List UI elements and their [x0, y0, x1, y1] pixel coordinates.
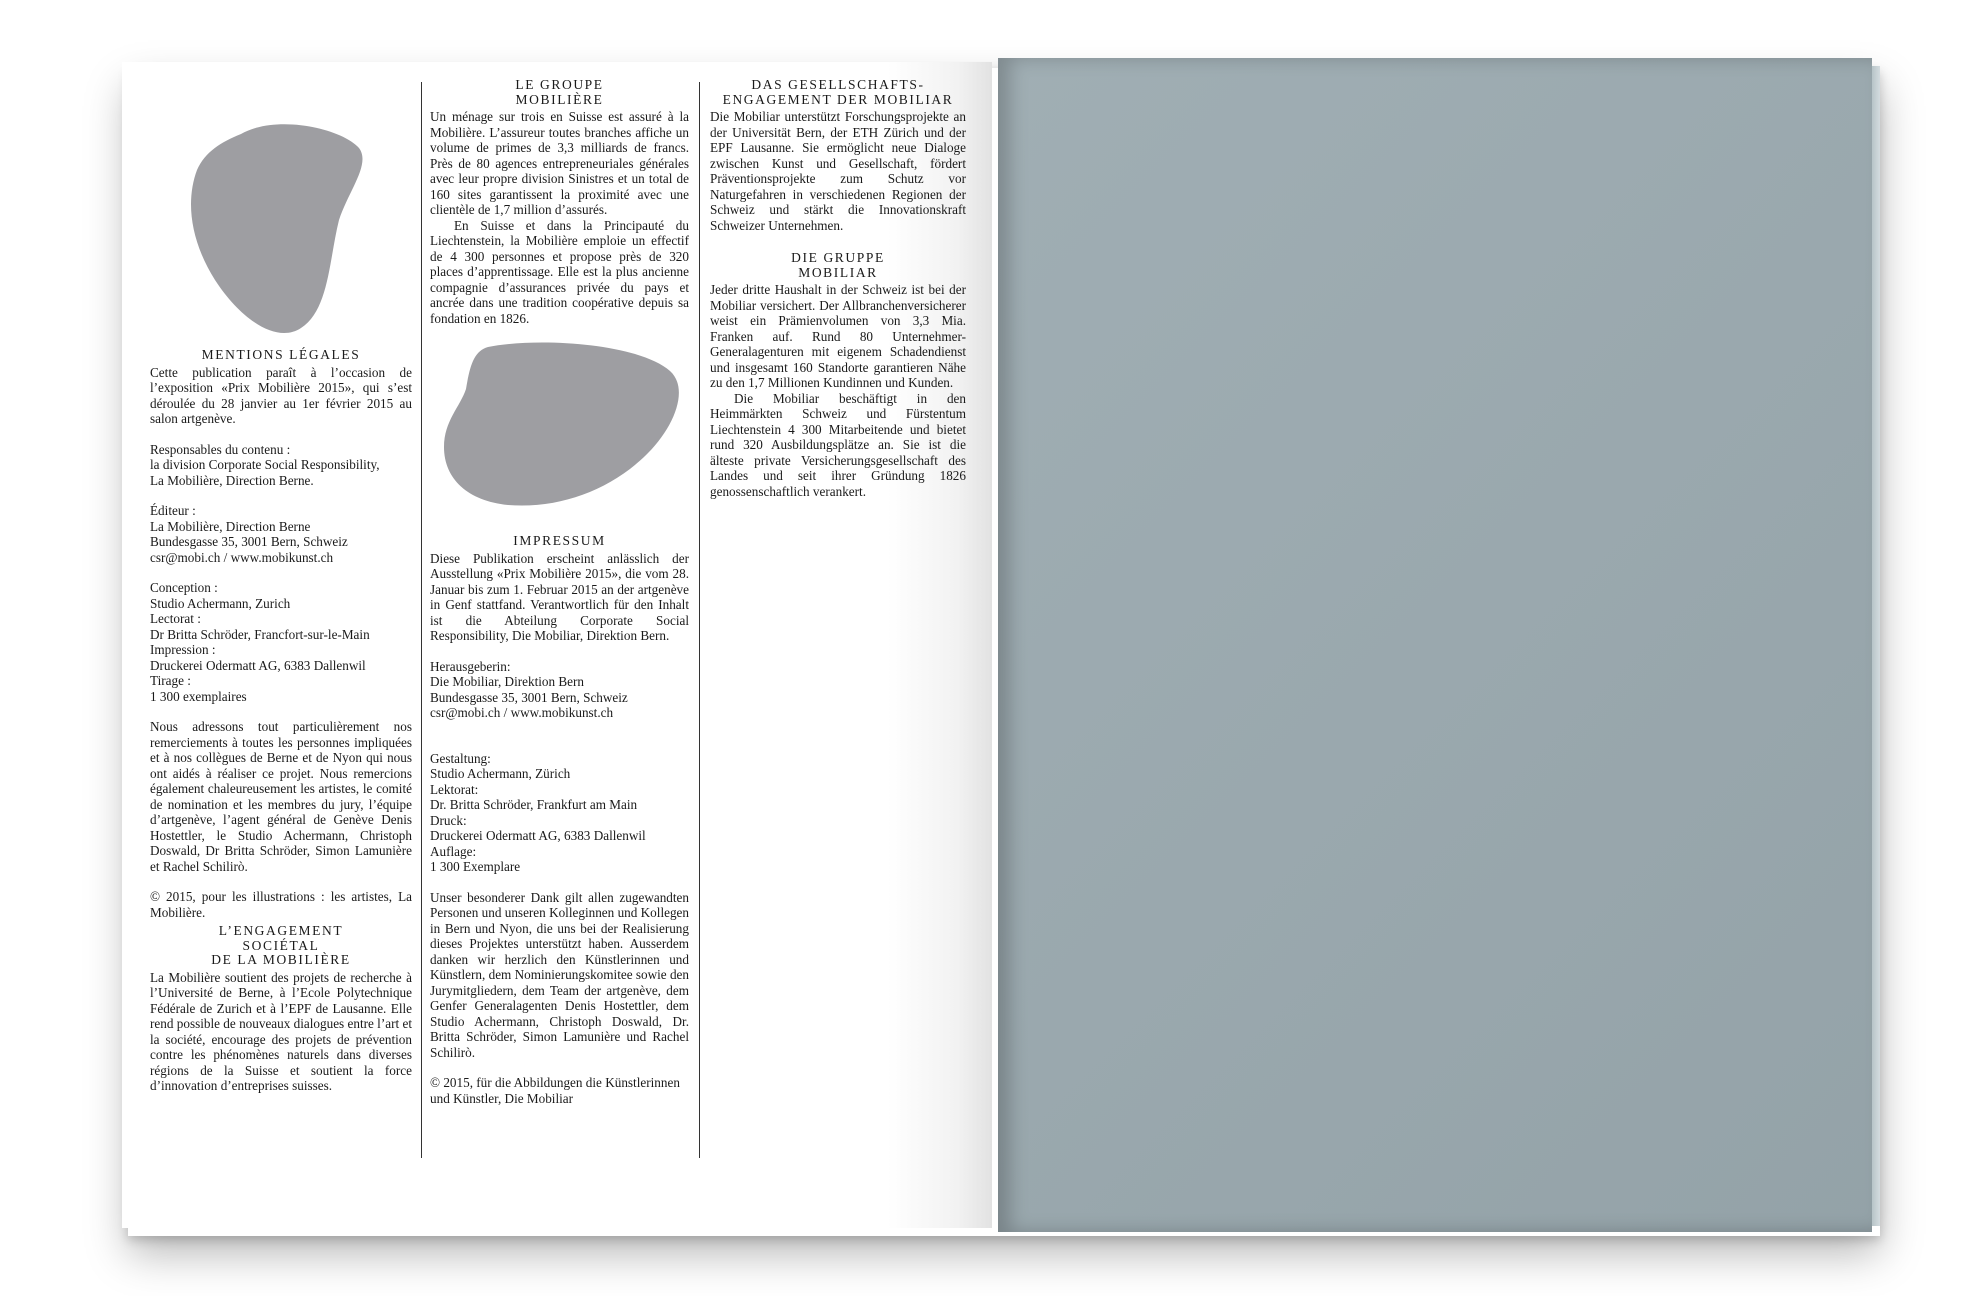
impressum-paragraph: Diese Publikation erscheint anlässlich der Ausstellung «Prix Mobilière 2015», die vom 28. Januar bis zum 1. Februar 2015 an der artgenève in Genf stattfand. Verantwortlich für den Inhalt ist die Abteilung Corporate Social Responsibility, Die Mobiliar, Direktion Bern. [430, 550, 689, 643]
text-line: Bundesgasse 35, 3001 Bern, Schweiz [430, 689, 628, 705]
legal-intro: Cette publication paraît à l’occasion de l’exposition «Prix Mobilière 2015», qui s’est déroulée du 28 janvier au 1er février 2015 au salon artgenève. [150, 364, 412, 426]
heading-line: DIE GRUPPE [791, 250, 885, 265]
blob-shape-1-wrap [150, 78, 412, 348]
gruppe-paragraph-1: Jeder dritte Haushalt in der Schweiz ist bei der Mobiliar versichert. Der Allbranchenversicherer weist ein Prämienvolumen von 3,3 Mia. Franken auf. Rund 80 Unternehmer-Generalagenturen mit eigenem Schadendienst und insgesamt 160 Standorte garantieren Nähe zu den 1,7 Millionen Kundinnen und Kunden. [710, 282, 966, 390]
heading-line: L’ENGAGEMENT [218, 923, 344, 938]
legal-heading: MENTIONS LÉGALES [201, 347, 361, 362]
text-line: Lectorat : [150, 611, 201, 626]
heading-line: DE LA MOBILIÈRE [211, 952, 351, 967]
text-line: Bundesgasse 35, 3001 Bern, Schweiz [150, 534, 348, 549]
editor-block [150, 503, 412, 565]
text-line: la division Corporate Social Responsibility, [150, 457, 380, 472]
publisher-block [430, 659, 689, 721]
copyright-note: © 2015, pour les illustrations : les artistes, La Mobilière. [150, 889, 412, 920]
text-line: Dr Britta Schröder, Francfort-sur-le-Main [150, 626, 370, 642]
text-line: 1 300 Exemplare [430, 859, 521, 874]
heading-line: SOCIÉTAL [242, 937, 320, 953]
text-line: csr@mobi.ch / www.mobikunst.ch [150, 549, 334, 565]
thanks-paragraph: Unser besonderer Dank gilt allen zugewandten Personen und unseren Kolleginnen und Kollegen in Bern und Nyon, die uns bei der Realisierung dieses Projektes unterstützt haben. Ausserdem danken wir herzlich den Künstlerinnen und Künstlern, dem Nominierungskomitee sowie den Jurymitgliedern, dem Team der artgenève, dem Genfer Generalagenten Denis Hostettler, dem Studio Achermann, Christoph Doswald, Dr. Britta Schröder, Simon Lamunière und Rachel Schilirò. [430, 889, 689, 1060]
text-line: Dr. Britta Schröder, Frankfurt am Main [430, 797, 638, 812]
grey-blob-shape [181, 120, 381, 340]
text-line: Herausgeberin: [430, 658, 511, 674]
heading-line: MOBILIAR [798, 264, 878, 280]
text-line: Auflage: [430, 843, 477, 859]
column-rule [699, 82, 700, 1158]
groupe-heading [430, 78, 689, 107]
groupe-paragraph-1: Un ménage sur trois en Suisse est assuré à la Mobilière. L’assureur toutes branches affiche un volume de primes de 3,3 milliards de francs. Près de 80 agences entrepreneuriales générales avec leur propre division Sinistres et un total de 160 sites garantissent la proximité avec une clientèle de 1,7 million d’assurés. [430, 109, 689, 217]
text-line: Lektorat: [430, 781, 479, 797]
heading-line: LE GROUPE [515, 77, 604, 92]
engagement-heading-de [710, 78, 966, 107]
impressum-heading: IMPRESSUM [513, 533, 606, 548]
heading-line: MOBILIÈRE [515, 91, 604, 107]
text-line: Studio Achermann, Zurich [150, 595, 291, 611]
text-line: Studio Achermann, Zürich [430, 766, 571, 781]
text-line: Tirage : [150, 673, 191, 688]
text-line: Druckerei Odermatt AG, 6383 Dallenwil [150, 657, 366, 673]
column-groupe-impressum [430, 78, 689, 1106]
right-page-cover [998, 58, 1872, 1232]
page-edge [1872, 66, 1880, 1226]
engagement-paragraph: La Mobilière soutient des projets de recherche à l’Université de Berne, à l’Ecole Polytechnique Fédérale de Zurich et à l’EPF de Lausanne. Elle rend possible de nouveaux dialogues entre l’art et la société, encourage des projets de prévention contre les phénomènes naturels dans diverses régions de la Suisse et soutient la force d’innovation d’entreprises suisses. [150, 969, 412, 1093]
text-line: Conception : [150, 580, 218, 595]
text-line: Éditeur : [150, 503, 196, 518]
text-line: Impression : [150, 642, 216, 657]
heading-line: DAS GESELLSCHAFTS- [751, 77, 925, 92]
text-line: La Mobilière, Direction Berne [150, 518, 311, 534]
content-responsibles [150, 442, 412, 489]
credits-block [150, 580, 412, 704]
gruppe-paragraph-2: Die Mobiliar beschäftigt in den Heimmärkten Schweiz und Fürstentum Liechtenstein 4 300 Mitarbeitende und bietet rund 320 Ausbildungsplätze an. Sie ist die älteste private Versicherungsgesellschaft des Landes und seit ihrer Gründung 1826 genossenschaftlich verankert. [710, 390, 966, 499]
heading-line: ENGAGEMENT DER MOBILIAR [722, 91, 954, 107]
text-line: csr@mobi.ch / www.mobikunst.ch [430, 705, 614, 720]
text-line: Responsables du contenu : [150, 441, 291, 457]
text-line: Druck: [430, 812, 467, 828]
cover-sheen [998, 58, 1872, 1232]
credits-block [430, 751, 689, 875]
text-line: 1 300 exemplaires [150, 688, 247, 704]
column-gesellschaft-gruppe [710, 78, 966, 499]
column-rule [421, 82, 422, 1158]
copyright-note: © 2015, für die Abbildungen die Künstlerinnen und Künstler, Die Mobiliar [430, 1075, 680, 1106]
grey-blob-shape [438, 341, 682, 511]
blob-shape-2-wrap [430, 326, 689, 526]
groupe-paragraph-2: En Suisse et dans la Principauté du Liechtenstein, la Mobilière emploie un effectif de 4 300 personnes et propose près de 320 places d’apprentissage. Elle est la plus ancienne compagnie d’assurances privée du pays et ancrée dans une tradition coopérative depuis sa fondation en 1826. [430, 217, 689, 326]
column-french-legal [150, 78, 412, 1094]
gruppe-heading [710, 251, 966, 280]
text-line: Gestaltung: [430, 750, 491, 766]
thanks-paragraph: Nous adressons tout particulièrement nos remerciements à toutes les personnes impliquées et à nos collègues de Berne et de Nyon qui nous ont aidés à réaliser ce projet. Nous remercions également chaleureusement les artistes, le comité de nomination et les membres du jury, l’équipe d’artgenève, l’agent général de Genève Denis Hostettler, le Studio Achermann, Christoph Doswald, Dr Britta Schröder, Simon Lamunière et Rachel Schilirò. [150, 719, 412, 874]
engagement-paragraph-de: Die Mobiliar unterstützt Forschungsprojekte an der Universität Bern, der ETH Zürich und der EPF Lausanne. Sie ermöglicht neue Dialoge zwischen Kunst und Gesellschaft, fördert Präventionsprojekte zum Schutz vor Naturgefahren in verschiedenen Regionen der Schweiz und stärkt die Innovationskraft Schweizer Unternehmen. [710, 109, 966, 233]
text-line: Die Mobiliar, Direktion Bern [430, 674, 585, 689]
text-line: La Mobilière, Direction Berne. [150, 472, 314, 488]
text-line: Druckerei Odermatt AG, 6383 Dallenwil [430, 828, 646, 843]
engagement-heading [150, 924, 412, 968]
